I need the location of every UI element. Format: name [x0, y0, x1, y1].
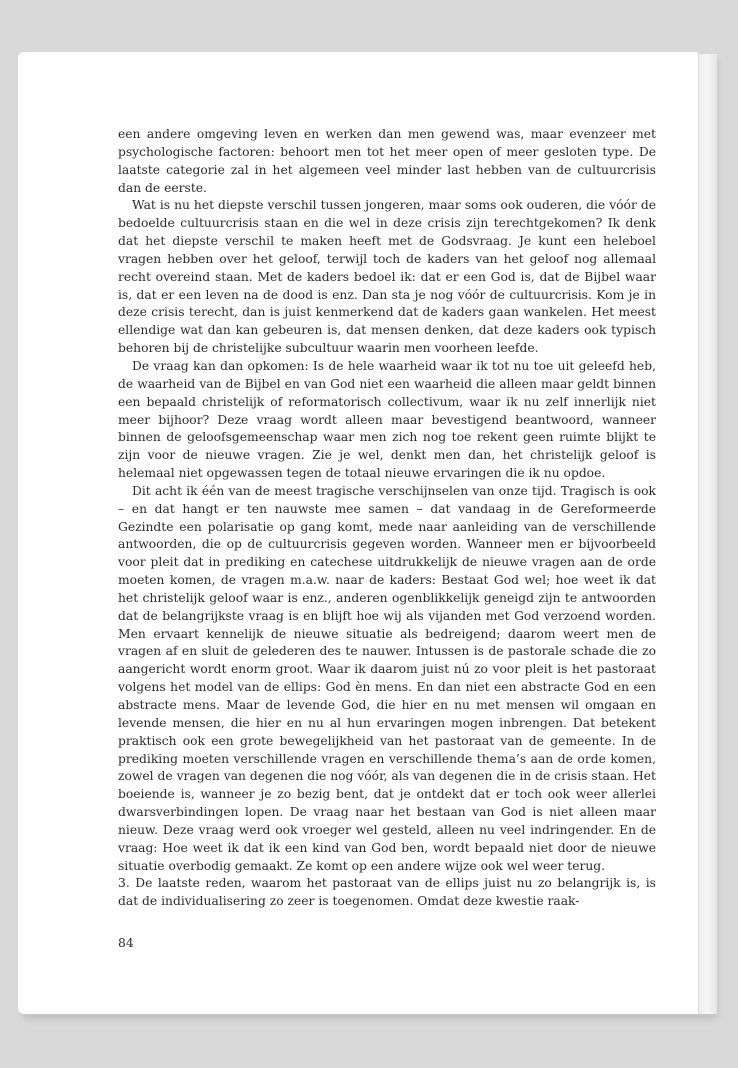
paragraph-3: De vraag kan dan opkomen: Is de hele waarheid waar ik tot nu toe uit geleefd heb, de waarheid van de Bijbel en van God niet een waarheid die alleen maar geldt binnen een bepaald christelijk of reformatorisch collectivum, waar ik nu zelf innerlijk niet meer bijhoor? Deze vraag wordt alleen maar bevestigend beantwoord, wanneer binnen de geloofsgemeenschap waar men zich nog toe rekent geen ruimte blijkt te zijn voor de nieuwe vragen. Zie je wel, denkt men dan, het christelijk geloof is helemaal niet opgewassen tegen de totaal nieuwe ervaringen die ik nu opdoe.	[118, 358, 656, 481]
page-number: 84	[118, 936, 134, 950]
paragraph-4: Dit acht ik één van de meest tragische verschijnselen van onze tijd. Tragisch is ook – en dat hangt er ten nauwste mee samen – dat vandaag in de Gereformeerde Gezindte een polarisatie op gang komt, mede naar aanleiding van de verschillende antwoorden, die op de cultuurcrisis gegeven worden. Wanneer men er bijvoorbeeld voor pleit dat in prediking en catechese uitdrukkelijk de nieuwe vragen aan de orde moeten komen, de vragen m.a.w. naar de kaders: Bestaat God wel; hoe weet ik dat het christelijk geloof waar is enz., anderen ogenblikkelijk geneigd zijn te antwoorden dat de belangrijkste vraag is en blijft hoe wij als vijanden met God verzoend worden. Men ervaart kennelijk de nieuwe situatie als bedreigend; daarom weert men de vragen af en sluit de gelederen des te nauwer. Intussen is de pastorale schade die zo aangericht wordt enorm groot. Waar ik daarom juist nú zo voor pleit is het pastoraat volgens het model van de ellips: God èn mens. En dan niet een abstracte God en een abstracte mens. Maar de levende God, die hier en nu met mensen wil omgaan en levende mensen, die hier en nu al hun ervaringen mogen inbrengen. Dat betekent praktisch ook een grote bewegelijkheid van het pastoraat van de gemeente. In de prediking moeten verschillende vragen en verschillende thema’s aan de orde komen, zowel de vragen van degenen die nog vóór, als van degenen die in de crisis staan. Het boeiende is, wanneer je zo bezig bent, dat je ontdekt dat er toch ook weer allerlei dwarsverbindingen lopen. De vraag naar het bestaan van God is niet alleen maar nieuw. Deze vraag werd ook vroeger wel gesteld, alleen nu veel indringender. En de vraag: Hoe weet ik dat ik een kind van God ben, wordt bepaald niet door de nieuwe situatie overbodig gemaakt. Ze komt op een andere wijze ook wel weer terug.	[118, 483, 656, 873]
page-edge	[698, 54, 717, 1014]
paragraph-1: een andere omgeving leven en werken dan men gewend was, maar evenzeer met psychologische factoren: behoort men tot het meer open of meer gesloten type. De laatste categorie zal in het algemeen veel minder last hebben van de cultuurcrisis dan de eerste.	[118, 127, 656, 195]
paragraph-5: 3. De laatste reden, waarom het pastoraat van de ellips juist nu zo belangrijk is, is dat de individualisering zo zeer is toegenomen. Omdat deze kwestie raak-	[118, 876, 656, 909]
body-text	[118, 126, 656, 911]
paragraph-2: Wat is nu het diepste verschil tussen jongeren, maar soms ook ouderen, die vóór de bedoelde cultuurcrisis staan en die wel in deze crisis zijn terechtgekomen? Ik denk dat het diepste verschil te maken heeft met de Godsvraag. Je kunt een heleboel vragen hebben over het geloof, terwijl toch de kaders van het geloof nog allemaal recht overeind staan. Met de kaders bedoel ik: dat er een God is, dat de Bijbel waar is, dat er een leven na de dood is enz. Dan sta je nog vóór de cultuurcrisis. Kom je in deze crisis terecht, dan is juist kenmerkend dat de kaders gaan wankelen. Het meest ellendige wat dan kan gebeuren is, dat mensen denken, dat deze kaders ook typisch behoren bij de christelijke subcultuur waarin men voorheen leefde.	[118, 198, 656, 356]
